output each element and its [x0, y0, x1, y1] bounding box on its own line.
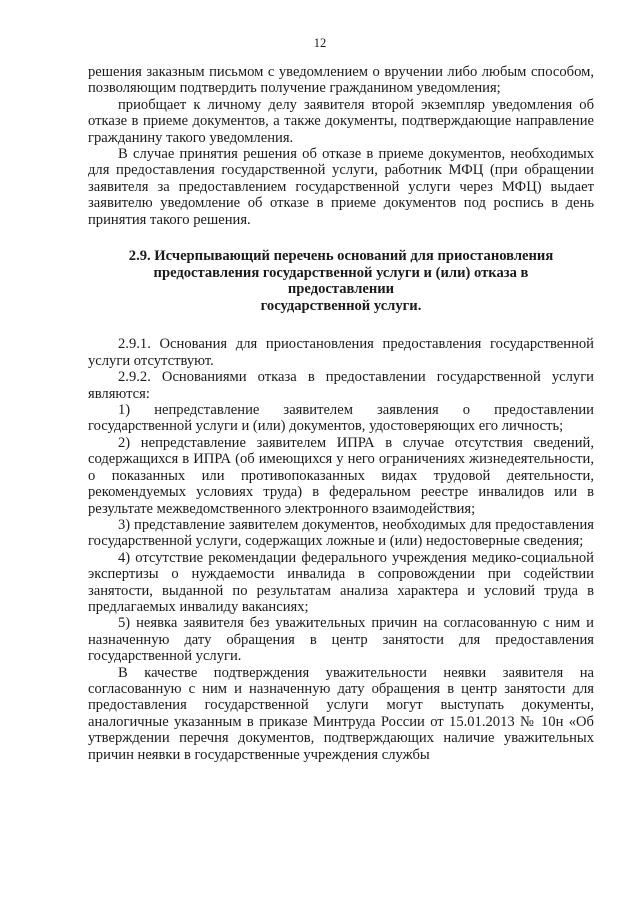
list-item-2: 2) непредставление заявителем ИПРА в случае отсутствия сведений, содержащихся в ИПРА (об имеющихся у него ограничениях жизнедеятельности, о показанных или противопоказанных видах трудовой деятельности, рекомендуемых условиях труда) в федеральном реестре инвалидов или в результате межведомственного электронного взаимодействия; — [88, 434, 594, 517]
section-heading-line: 2.9. Исчерпывающий перечень оснований для приостановления — [128, 248, 554, 265]
list-item-4: 4) отсутствие рекомендации федерального учреждения медико-социальной экспертизы о нуждаемости инвалида в сопровождении при содействии занятости, выданной по результатам анализа характера и условий труда в предлагаемых инвалиду вакансиях; — [88, 549, 594, 615]
list-item-5: 5) неявка заявителя без уважительных причин на согласованную с ним и назначенную дату обращения в центр занятости для предоставления государственной услуги. — [88, 615, 594, 665]
paragraph: приобщает к личному делу заявителя второй экземпляр уведомления об отказе в приеме документов, а также документы, подтверждающие направление гражданину такого уведомления. — [88, 96, 594, 146]
paragraph: решения заказным письмом с уведомлением о вручении либо любым способом, позволяющим подтвердить получение гражданином уведомления; — [88, 64, 594, 97]
paragraph-2-9-2: 2.9.2. Основаниями отказа в предоставлении государственной услуги являются: — [88, 369, 594, 402]
list-item-3: 3) представление заявителем документов, необходимых для предоставления государственной услуги, содержащих ложные и (или) недостоверные сведения; — [88, 516, 594, 550]
paragraph: В качестве подтверждения уважительности неявки заявителя на согласованную с ним и назначенную дату обращения в центр занятости для предоставления государственной услуги могут выступать документы, аналогичные указанным в приказе Минтруда России от 15.01.2013 № 10н «Об утверждении перечня документов, подтверждающих наличие уважительных причин неявки в государственные учреждения службы — [88, 664, 594, 763]
section-heading — [88, 248, 594, 314]
section-heading-line: государственной услуги. — [260, 297, 422, 314]
paragraph: В случае принятия решения об отказе в приеме документов, необходимых для предоставления государственной услуги, работник МФЦ (при обращении заявителя за предоставлением государственной услуги через МФЦ) выдает заявителю уведомление об отказе в приеме документов под роспись в день принятия такого решения. — [88, 146, 594, 228]
list-item-1: 1) непредставление заявителем заявления о предоставлении государственной услуги и (или) документов, удостоверяющих его личность; — [88, 402, 594, 435]
section-heading-line: предоставления государственной услуги и (или) отказа в предоставлении — [153, 264, 529, 298]
page-number: 12 — [313, 36, 327, 50]
document-body — [88, 64, 594, 763]
paragraph-2-9-1: 2.9.1. Основания для приостановления предоставления государственной услуги отсутствуют. — [88, 336, 594, 369]
